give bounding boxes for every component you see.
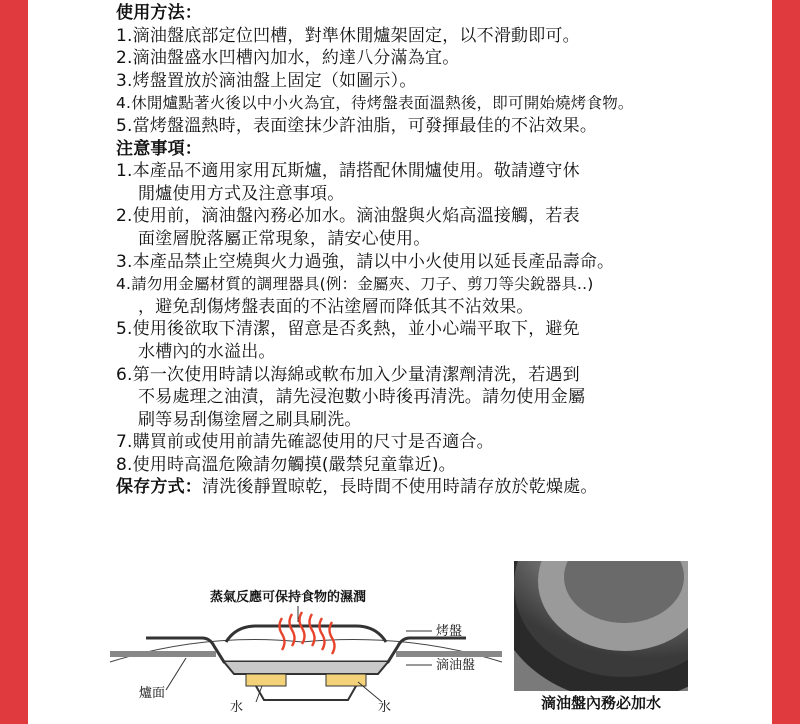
- storage-heading: 保存方式：: [116, 477, 202, 498]
- water-leader-right: [358, 682, 382, 702]
- note-line-8: 5.使用後欲取下清潔，留意是否炙熱，並小心端平取下，避免: [116, 319, 580, 340]
- burner-base: [256, 686, 356, 700]
- storage-line: [116, 476, 696, 499]
- product-photo: [514, 561, 688, 715]
- water-label-right: 水: [378, 700, 392, 715]
- usage-item-4: 4.休閒爐點著火後以中小火為宜，待烤盤表面溫熱後，即可開始燒烤食物。: [116, 94, 634, 113]
- note-line-2: 閒爐使用方式及注意事項。: [138, 183, 345, 204]
- instructions-text: [116, 2, 696, 499]
- steam-label: 蒸氣反應可保持食物的濕潤: [210, 590, 367, 605]
- stove-label: 爐面: [139, 686, 166, 701]
- stove-leader: [166, 658, 186, 690]
- usage-item-5: 5.當烤盤溫熱時，表面塗抹少許油脂，可發揮最佳的不沾效果。: [116, 115, 598, 136]
- right-red-border: [772, 0, 800, 724]
- photo-caption: 滴油盤內務必加水: [514, 691, 688, 715]
- note-line-3: 2.使用前，滴油盤內務必加水。滴油盤與火焰高溫接觸，若表: [116, 206, 580, 227]
- note-line-1: 1.本產品不適用家用瓦斯爐，請搭配休閒爐使用。敬請遵守休: [116, 161, 580, 182]
- note-line-11: 不易處理之油漬，請先浸泡數小時後再清洗。請勿使用金屬: [138, 387, 586, 408]
- note-line-14: 8.使用時高溫危險請勿觸摸(嚴禁兒童靠近)。: [116, 454, 456, 475]
- left-red-border: [0, 0, 28, 724]
- usage-heading: 使用方法：: [116, 3, 202, 23]
- note-line-6: 4.請勿用金屬材質的調理器具(例：金屬夾、刀子、剪刀等尖銳器具..): [116, 275, 594, 294]
- note-line-13: 7.購買前或使用前請先確認使用的尺寸是否適合。: [116, 432, 494, 453]
- grill-pan-diagram: [106, 582, 506, 722]
- water-label-left: 水: [230, 700, 244, 715]
- notes-heading: 注意事項：: [116, 138, 202, 159]
- storage-text: 清洗後靜置晾乾，長時間不使用時請存放於乾燥處。: [202, 477, 598, 498]
- note-line-4: 面塗層脫落屬正常現象，請安心使用。: [138, 228, 431, 249]
- note-line-7: ，避免刮傷烤盤表面的不沾塗層而降低其不沾效果。: [138, 296, 534, 317]
- tray-basin: [224, 662, 388, 674]
- usage-item-1: 1.滴油盤底部定位凹槽，對準休閒爐架固定，以不滑動即可。: [116, 25, 580, 46]
- water-well-left: [246, 674, 286, 686]
- note-line-10: 6.第一次使用時請以海綿或軟布加入少量清潔劑清洗，若遇到: [116, 364, 580, 385]
- tray-label: 滴油盤: [436, 658, 476, 673]
- note-line-5: 3.本產品禁止空燒與火力過強，請以中小火使用以延長產品壽命。: [116, 251, 615, 272]
- grill-label: 烤盤: [436, 624, 463, 639]
- note-line-9: 水槽內的水溢出。: [138, 341, 276, 362]
- note-line-12: 刷等易刮傷塗層之刷具刷洗。: [138, 409, 362, 430]
- usage-item-2: 2.滴油盤盛水凹槽內加水，約達八分滿為宜。: [116, 48, 460, 69]
- flame-icons: [280, 612, 335, 654]
- usage-item-3: 3.烤盤置放於滴油盤上固定（如圖示）。: [116, 70, 417, 91]
